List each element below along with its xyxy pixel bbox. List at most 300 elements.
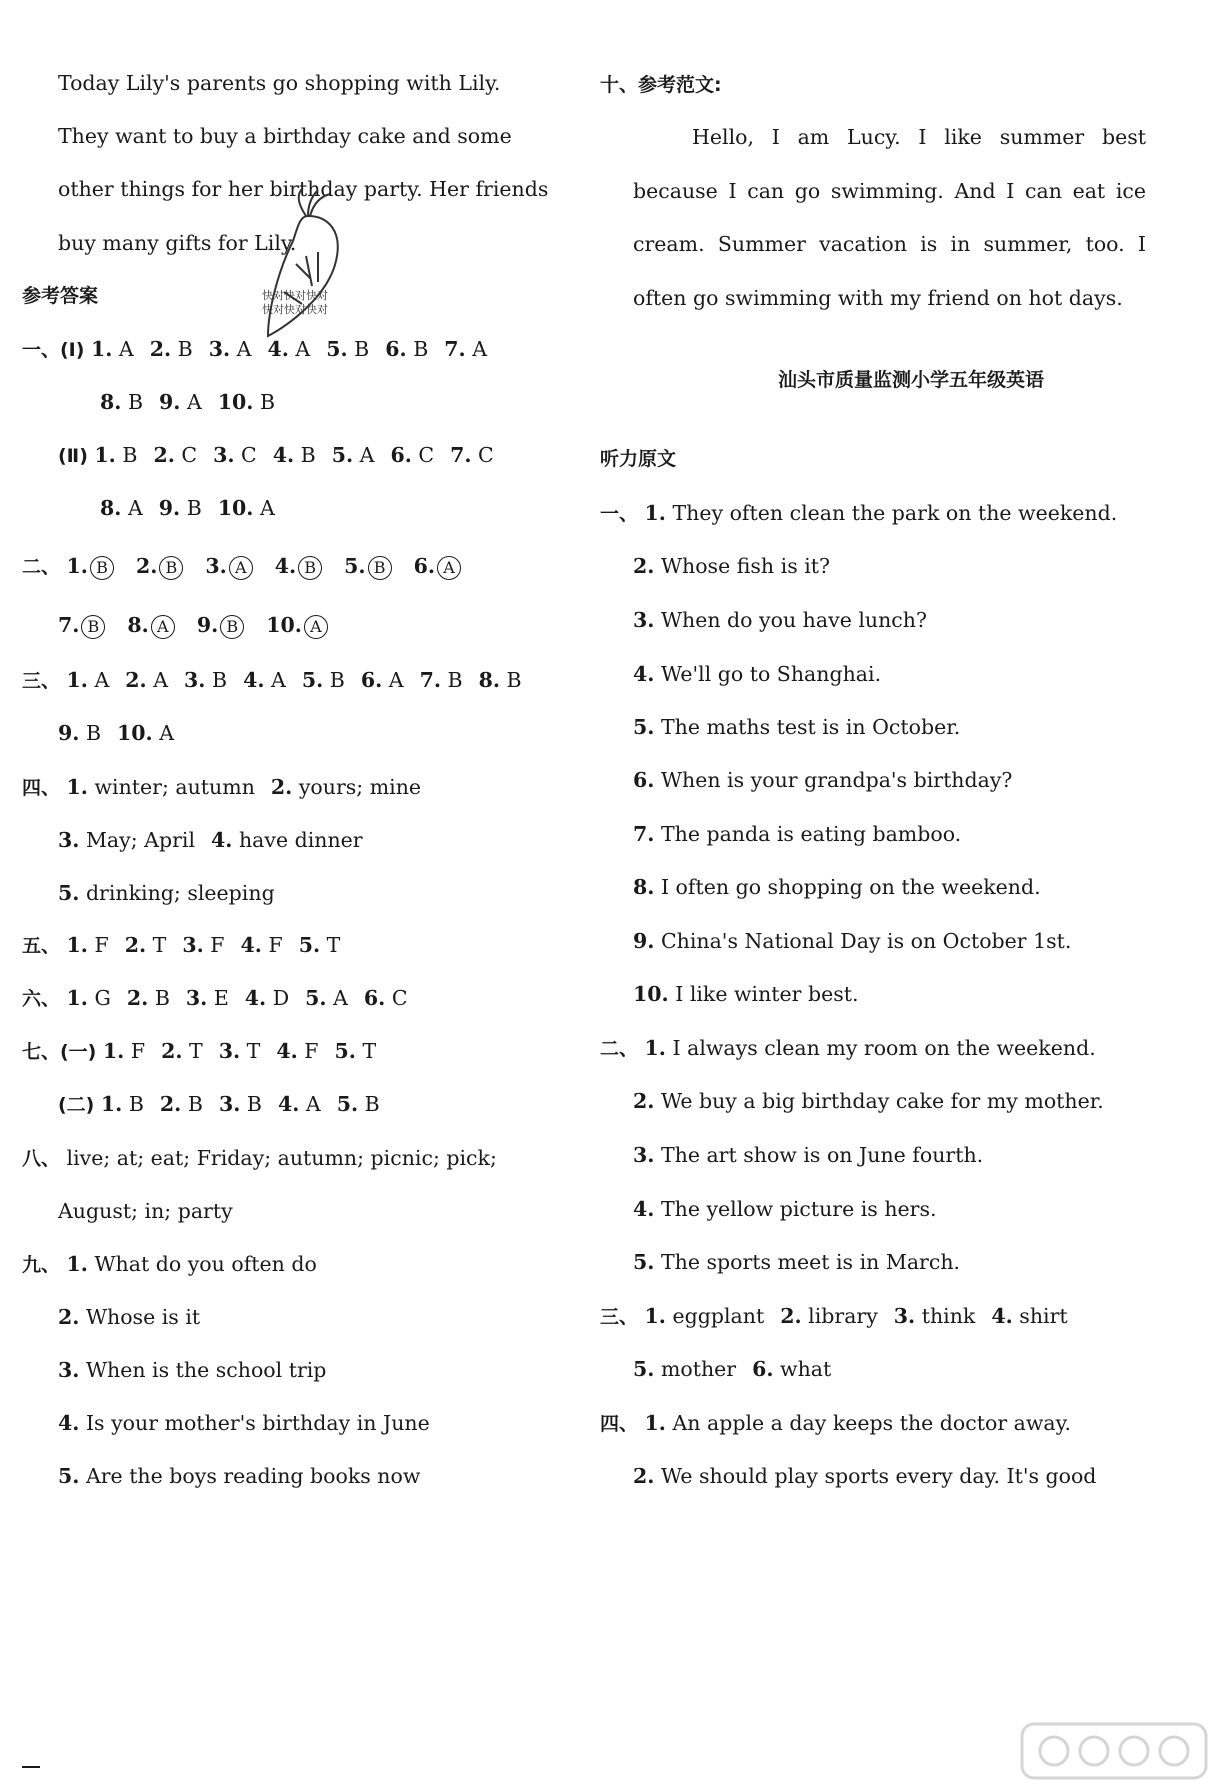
answer-item (276, 1036, 318, 1066)
item-number: 2. (126, 986, 149, 1010)
item-value: B (259, 390, 276, 414)
listening-row (633, 872, 1041, 902)
answer-row (58, 1302, 200, 1332)
answer-item (209, 334, 252, 364)
item-value: C (478, 443, 494, 467)
item-number: 1. (644, 1304, 666, 1328)
item-number: 6. (385, 337, 407, 361)
answer-item (278, 1089, 321, 1119)
item-text: We buy a big birthday cake for my mother. (660, 1089, 1104, 1113)
item-number: 6. (363, 986, 386, 1010)
item-number: 7. (450, 443, 472, 467)
item-number: 5. (336, 1092, 359, 1116)
item-number: 5. (334, 1039, 356, 1063)
item-number: 1. (66, 775, 88, 799)
answer-item (444, 334, 487, 364)
answer-item (127, 983, 170, 1013)
answer-item (159, 493, 202, 523)
listening-row (633, 979, 859, 1009)
answer-item (266, 610, 328, 640)
answer-item (160, 1089, 203, 1119)
item-number: 4. (240, 933, 262, 957)
item-text: I always clean my room on the weekend. (672, 1036, 1096, 1060)
section-label: 八、 (22, 1148, 61, 1170)
answer-item (245, 983, 289, 1013)
section-label: 四、 (600, 1413, 639, 1435)
item-number: 3. (185, 986, 208, 1010)
answer-item (752, 1354, 831, 1384)
circled-answer: A (304, 615, 328, 639)
item-number: 3. (218, 1039, 241, 1063)
item-number: 2. (149, 337, 172, 361)
item-number: 4. (243, 668, 265, 692)
answer-row (100, 387, 275, 417)
item-number: 1. (100, 1092, 123, 1116)
item-number: 6. (752, 1357, 774, 1381)
stamp-text-2: 快对快对快对 (262, 303, 328, 316)
answer-item (159, 387, 202, 417)
item-value: what (780, 1357, 832, 1381)
item-number: 3. (205, 554, 227, 578)
listening-row (633, 819, 961, 849)
item-text: When do you have lunch? (660, 608, 927, 632)
stamp-text-1: 快对快对快对 (262, 289, 328, 302)
item-text: When is your grandpa's birthday? (660, 768, 1013, 792)
item-number: 5. (633, 1250, 655, 1274)
item-number: 2. (124, 933, 147, 957)
item-number: 8. (633, 875, 655, 899)
section-label: 一、 (600, 503, 639, 525)
item-value: A (359, 443, 375, 467)
circled-answer: B (81, 615, 105, 639)
answer-item (344, 551, 391, 581)
item-number: 2. (633, 554, 655, 578)
answer-item (241, 930, 283, 960)
answer-item (219, 1036, 261, 1066)
item-value: B (85, 721, 102, 745)
item-text: I like winter best. (675, 982, 859, 1006)
item-value: winter; autumn (94, 775, 255, 799)
story-line-3: other things for her birthday party. Her friends (58, 177, 549, 201)
listening-row (600, 498, 1117, 529)
page-edge-dash (22, 1766, 40, 1768)
item-number: 1. (90, 337, 113, 361)
circled-answer: A (437, 556, 461, 580)
item-value: A (333, 986, 348, 1010)
item-number: 4. (274, 554, 297, 578)
answer-item (103, 1036, 145, 1066)
section-label: 九、 (22, 1254, 61, 1276)
answer-item (58, 718, 101, 748)
item-number: 1. (644, 1411, 666, 1435)
fill-words-line-2: August; in; party (58, 1199, 233, 1223)
item-value: B (186, 496, 202, 520)
answer-row (22, 930, 340, 961)
answer-item (305, 983, 348, 1013)
item-number: 3. (184, 668, 206, 692)
listening-row (633, 1140, 983, 1170)
circled-answer: B (220, 615, 244, 639)
item-value: A (153, 668, 169, 692)
circled-answer: B (368, 556, 392, 580)
answer-row (58, 440, 494, 471)
answer-item (332, 440, 375, 470)
answer-item (136, 551, 183, 581)
answer-row (22, 665, 522, 696)
section-label: (Ⅱ) (58, 445, 88, 467)
item-value: G (94, 986, 111, 1010)
answer-list (67, 986, 408, 1010)
section-label: 三、 (600, 1306, 639, 1328)
answer-item (991, 1301, 1067, 1331)
answer-row (58, 1408, 430, 1438)
circled-answer: B (298, 556, 322, 580)
answer-item (273, 440, 316, 470)
answer-row (58, 610, 350, 640)
answer-list (645, 1304, 1068, 1328)
answer-item (299, 930, 341, 960)
answer-item (67, 983, 111, 1013)
answer-row (58, 1355, 326, 1385)
item-number: 9. (633, 929, 655, 953)
answer-item (326, 334, 369, 364)
answer-item (337, 1089, 380, 1119)
item-value: B (364, 1092, 380, 1116)
circled-answer: A (151, 615, 175, 639)
answer-item (450, 440, 494, 470)
answer-list (67, 554, 483, 578)
answer-item (153, 440, 197, 470)
item-value: library (808, 1304, 878, 1328)
story-line-4: buy many gifts for Lily. (58, 231, 297, 255)
essay-line-3: cream. Summer vacation is in summer, too. I (633, 232, 1146, 256)
answer-item (213, 440, 257, 470)
item-value: C (391, 986, 408, 1010)
item-value: B (154, 986, 170, 1010)
item-number: 3. (893, 1304, 916, 1328)
answer-list (91, 337, 487, 361)
item-number: 5. (58, 881, 80, 905)
item-value: B (127, 390, 144, 414)
answer-item (361, 665, 404, 695)
section-label: 五、 (22, 935, 61, 957)
item-number: 10. (633, 982, 669, 1006)
item-value: A (94, 668, 110, 692)
answers-heading: 参考答案 (22, 285, 99, 307)
item-number: 10. (217, 390, 254, 414)
item-value: T (189, 1039, 203, 1063)
item-value: A (295, 337, 311, 361)
item-number: 10. (117, 721, 153, 745)
item-number: 4. (276, 1039, 298, 1063)
answer-list (67, 933, 341, 957)
answer-item (420, 665, 463, 695)
item-value: T (246, 1039, 261, 1063)
item-text: We'll go to Shanghai. (660, 662, 882, 686)
item-value: B (300, 443, 316, 467)
item-text: Whose fish is it? (660, 554, 831, 578)
listening-row (633, 1461, 1096, 1491)
item-number: 1. (644, 1036, 666, 1060)
item-number: 3. (58, 1358, 80, 1382)
listening-row (633, 605, 927, 635)
item-number: 2. (633, 1089, 655, 1113)
item-value: D (272, 986, 290, 1010)
section-label: (二) (58, 1094, 95, 1116)
answer-row (58, 825, 363, 855)
item-number: 1. (66, 554, 88, 578)
answer-item (58, 825, 195, 855)
item-text: An apple a day keeps the doctor away. (672, 1411, 1072, 1435)
answer-row (22, 1036, 376, 1067)
answer-item (125, 930, 167, 960)
section-label: 三、 (22, 670, 61, 692)
answer-item (385, 334, 428, 364)
answer-item (218, 387, 275, 417)
item-number: 1. (66, 933, 88, 957)
answer-item (302, 665, 345, 695)
item-number: 4. (272, 443, 295, 467)
item-number: 3. (58, 828, 80, 852)
item-number: 2. (159, 1092, 182, 1116)
item-value: A (186, 390, 202, 414)
answer-item (125, 665, 168, 695)
listening-row (633, 1247, 960, 1277)
item-value: B (187, 1092, 203, 1116)
exam-title: 汕头市质量监测小学五年级英语 (777, 369, 1044, 391)
item-number: 5. (331, 443, 354, 467)
answer-item (161, 1036, 203, 1066)
answer-item (479, 665, 522, 695)
item-number: 6. (390, 443, 412, 467)
answer-item (390, 440, 434, 470)
listening-row (600, 1301, 1068, 1332)
listening-row (633, 712, 960, 742)
section-label: 四、 (22, 777, 61, 799)
item-number: 8. (478, 668, 500, 692)
item-text: When is the school trip (85, 1358, 327, 1382)
item-value: F (268, 933, 283, 957)
answer-row (22, 983, 408, 1014)
item-number: 1. (66, 1252, 88, 1276)
item-value: B (354, 337, 370, 361)
item-number: 1. (66, 986, 88, 1010)
answer-item (184, 665, 227, 695)
item-value: yours; mine (298, 775, 422, 799)
item-number: 3. (633, 1143, 655, 1167)
answer-item (218, 493, 275, 523)
item-number: 7. (444, 337, 466, 361)
item-number: 2. (153, 443, 175, 467)
item-text: Whose is it (85, 1305, 201, 1329)
listening-row (633, 1194, 937, 1224)
item-value: F (304, 1039, 319, 1063)
answer-item (100, 493, 143, 523)
listening-row (633, 765, 1012, 795)
listening-row (633, 1086, 1104, 1116)
circled-answer: B (90, 556, 114, 580)
item-number: 8. (100, 390, 122, 414)
item-value: B (177, 337, 193, 361)
item-value: mother (660, 1357, 737, 1381)
item-number: 5. (326, 337, 348, 361)
answer-row (58, 718, 174, 748)
essay-line-1: Hello, I am Lucy. I like summer best (692, 125, 1146, 149)
listening-row (633, 659, 881, 689)
answer-item (205, 551, 252, 581)
answer-row (100, 493, 275, 523)
item-text: The panda is eating bamboo. (660, 822, 962, 846)
answer-item (197, 610, 244, 640)
answer-list (101, 1092, 380, 1116)
item-text: They often clean the park on the weekend. (672, 501, 1118, 525)
item-value: C (418, 443, 435, 467)
answer-item (91, 334, 134, 364)
item-value: F (130, 1039, 146, 1063)
item-value: shirt (1019, 1304, 1068, 1328)
item-number: 10. (217, 496, 254, 520)
answer-item (271, 772, 421, 802)
answer-row (22, 1143, 497, 1174)
item-number: 5. (305, 986, 327, 1010)
listening-row (633, 1354, 831, 1384)
item-number: 3. (213, 443, 235, 467)
item-value: B (413, 337, 429, 361)
answer-item (243, 665, 286, 695)
item-number: 9. (58, 721, 80, 745)
item-number: 5. (344, 554, 366, 578)
answer-item (58, 878, 275, 908)
item-text: The maths test is in October. (660, 715, 961, 739)
section-label: 七、(一) (22, 1041, 97, 1063)
answer-item (67, 665, 110, 695)
answer-item (67, 930, 109, 960)
item-value: A (259, 496, 275, 520)
story-line-2: They want to buy a birthday cake and some (58, 124, 512, 148)
item-number: 4. (633, 662, 655, 686)
item-value: A (118, 337, 134, 361)
answer-item (780, 1301, 878, 1331)
item-number: 4. (633, 1197, 655, 1221)
item-value: C (241, 443, 257, 467)
item-number: 10. (266, 613, 302, 637)
item-value: C (181, 443, 198, 467)
item-number: 2. (58, 1305, 80, 1329)
answer-item (275, 551, 322, 581)
item-number: 4. (991, 1304, 1013, 1328)
item-number: 7. (633, 822, 655, 846)
item-value: eggplant (672, 1304, 765, 1328)
answer-item (101, 1089, 144, 1119)
item-text: The art show is on June fourth. (660, 1143, 984, 1167)
item-number: 9. (159, 390, 181, 414)
item-value: A (159, 721, 175, 745)
listening-row (633, 926, 1071, 956)
item-value: T (362, 1039, 377, 1063)
item-value: B (128, 1092, 144, 1116)
item-number: 1. (94, 443, 116, 467)
answer-item (645, 1301, 765, 1331)
answer-item (100, 387, 143, 417)
item-number: 4. (277, 1092, 300, 1116)
item-number: 1. (644, 501, 666, 525)
item-text: Is your mother's birthday in June (85, 1411, 430, 1435)
answer-list (67, 775, 422, 799)
circled-answer: B (159, 556, 183, 580)
answer-item (364, 983, 408, 1013)
item-value: B (122, 443, 138, 467)
item-number: 6. (633, 768, 655, 792)
item-text: China's National Day is on October 1st. (660, 929, 1072, 953)
item-value: T (152, 933, 167, 957)
answer-item (150, 334, 193, 364)
essay-line-4: often go swimming with my friend on hot days. (633, 286, 1123, 310)
item-value: A (305, 1092, 321, 1116)
item-number: 7. (58, 613, 80, 637)
item-number: 5. (298, 933, 321, 957)
item-value: B (211, 668, 228, 692)
item-number: 5. (633, 715, 655, 739)
answer-item (894, 1301, 976, 1331)
answer-item (219, 1089, 262, 1119)
item-text: Are the boys reading books now (85, 1464, 421, 1488)
item-value: B (329, 668, 345, 692)
answer-item (335, 1036, 377, 1066)
item-number: 6. (413, 554, 435, 578)
item-number: 1. (66, 668, 88, 692)
item-number: 5. (58, 1464, 80, 1488)
section-label: 二、 (600, 1038, 639, 1060)
item-value: F (94, 933, 109, 957)
answer-row (22, 772, 421, 803)
item-value: A (127, 496, 143, 520)
item-number: 3. (182, 933, 204, 957)
listening-heading: 听力原文 (600, 448, 677, 470)
answer-row (22, 334, 487, 365)
item-value: T (326, 933, 341, 957)
item-text: What do you often do (94, 1252, 317, 1276)
item-value: B (246, 1092, 262, 1116)
answer-item (67, 551, 114, 581)
listening-row (600, 1033, 1096, 1064)
item-value: B (447, 668, 463, 692)
item-value: A (236, 337, 252, 361)
listening-row (633, 551, 830, 581)
s10-heading: 十、参考范文: (600, 74, 722, 96)
item-text: The sports meet is in March. (660, 1250, 961, 1274)
section-label: 二、 (22, 556, 61, 578)
item-number: 2. (270, 775, 293, 799)
item-number: 2. (135, 554, 158, 578)
item-value: E (213, 986, 229, 1010)
item-number: 8. (100, 496, 122, 520)
answer-item (186, 983, 229, 1013)
answer-item (633, 1354, 736, 1384)
answer-item (94, 440, 137, 470)
answer-item (414, 551, 461, 581)
item-value: A (271, 668, 286, 692)
item-value: May; April (85, 828, 195, 852)
item-text: The yellow picture is hers. (660, 1197, 937, 1221)
item-value: F (210, 933, 225, 957)
section-label: 一、(Ⅰ) (22, 339, 85, 361)
item-number: 7. (419, 668, 441, 692)
answer-item (117, 718, 174, 748)
answer-list (94, 443, 493, 467)
item-text: We should play sports every day. It's good (660, 1464, 1097, 1488)
item-number: 2. (780, 1304, 802, 1328)
answer-item (58, 610, 105, 640)
